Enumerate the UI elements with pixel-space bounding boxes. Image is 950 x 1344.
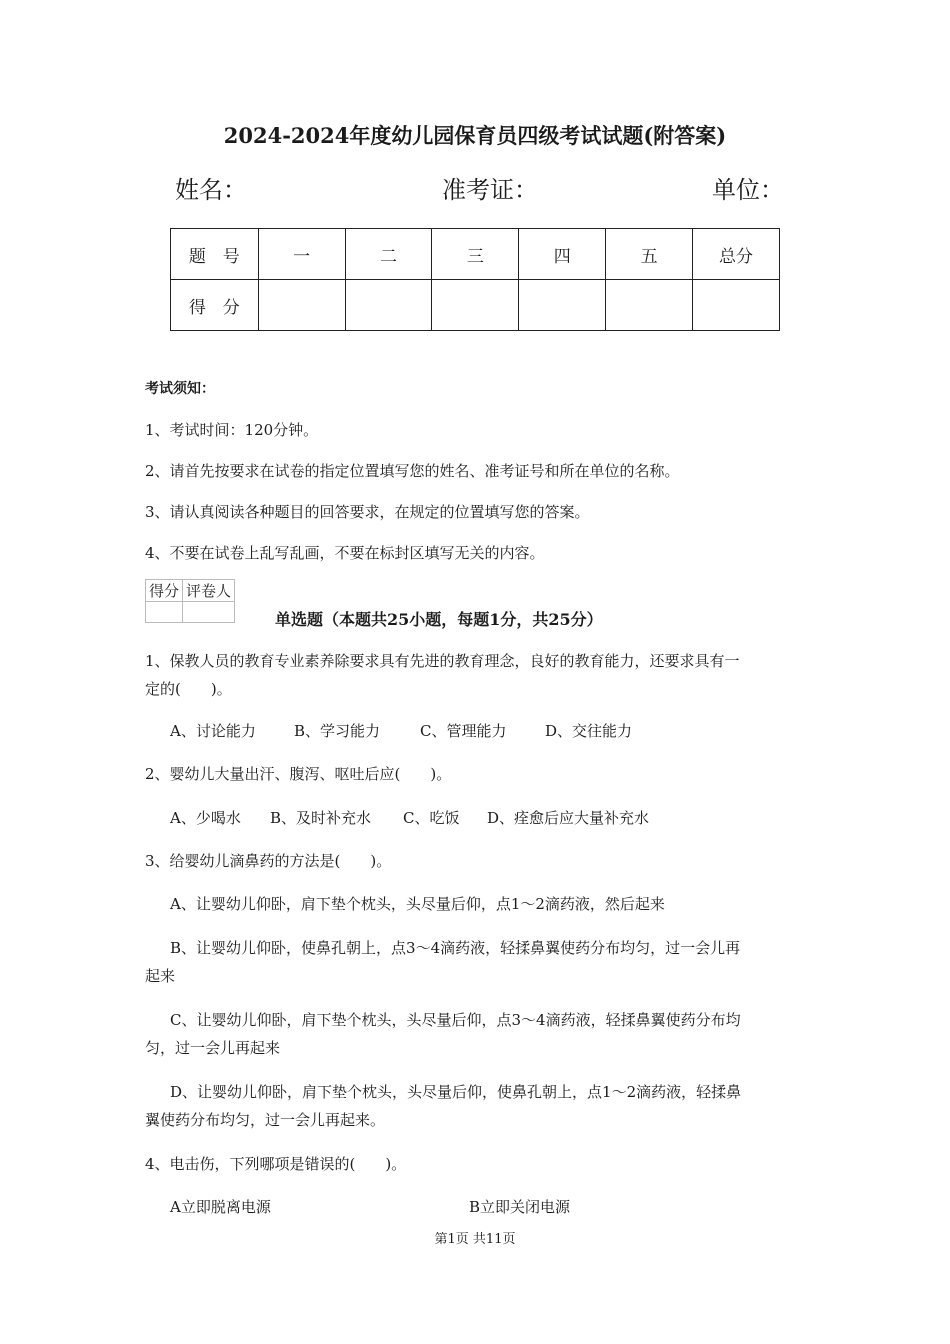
- score-header-cell: 五: [606, 229, 693, 280]
- grader-reviewer-label: 评卷人: [183, 580, 235, 602]
- unit-field-label: 单位：: [712, 176, 784, 204]
- score-cell[interactable]: [519, 280, 606, 331]
- notice-item: 4、不要在试卷上乱写乱画，不要在标封区填写无关的内容。: [145, 544, 545, 562]
- question-4-option-b[interactable]: B立即关闭电源: [469, 1198, 571, 1216]
- grader-box: [145, 579, 235, 623]
- question-1-text: 1、保教人员的教育专业素养除要求具有先进的教育理念，良好的教育能力，还要求具有一: [145, 652, 740, 670]
- page-footer: 第1页 共11页: [434, 1232, 516, 1247]
- score-cell[interactable]: [432, 280, 519, 331]
- question-3-option-d[interactable]: D、让婴幼儿仰卧，肩下垫个枕头，头尽量后仰，使鼻孔朝上，点1～2滴药液，轻揉鼻: [170, 1083, 742, 1101]
- name-field-label: 姓名：: [175, 176, 247, 204]
- score-cell[interactable]: [345, 280, 432, 331]
- question-1-option-b[interactable]: B、学习能力: [294, 722, 381, 740]
- section-heading: 单选题（本题共25小题，每题1分，共25分）: [275, 610, 603, 629]
- notice-item: 3、请认真阅读各种题目的回答要求，在规定的位置填写您的答案。: [145, 503, 590, 521]
- score-header-cell: 四: [519, 229, 606, 280]
- question-3-option-c-cont: 匀，过一会儿再起来: [145, 1039, 281, 1057]
- document-title: 2024-2024年度幼儿园保育员四级考试试题(附答案): [223, 123, 727, 148]
- question-1-option-d[interactable]: D、交往能力: [545, 722, 633, 740]
- score-cell[interactable]: [693, 280, 780, 331]
- grader-score-label: 得分: [146, 580, 183, 602]
- exam-id-field-label: 准考证：: [442, 176, 538, 204]
- grader-score-cell[interactable]: [146, 602, 183, 623]
- score-header-cell: 二: [345, 229, 432, 280]
- score-table-score-row: [171, 280, 780, 331]
- score-row-label: 得 分: [171, 280, 259, 331]
- question-4-text: 4、电击伤，下列哪项是错误的( )。: [145, 1155, 407, 1173]
- notice-heading: 考试须知：: [145, 381, 215, 397]
- question-3-option-a[interactable]: A、让婴幼儿仰卧，肩下垫个枕头，头尽量后仰，点1～2滴药液，然后起来: [170, 895, 665, 913]
- score-header-cell: 三: [432, 229, 519, 280]
- question-3-option-c[interactable]: C、让婴幼儿仰卧，肩下垫个枕头，头尽量后仰，点3～4滴药液，轻揉鼻翼使药分布均: [170, 1011, 741, 1029]
- question-2-option-a[interactable]: A、少喝水: [170, 809, 241, 827]
- question-2-text: 2、婴幼儿大量出汗、腹泻、呕吐后应( )。: [145, 765, 452, 783]
- question-1-option-c[interactable]: C、管理能力: [420, 722, 507, 740]
- question-1-option-a[interactable]: A、讨论能力: [170, 722, 256, 740]
- notice-item: 2、请首先按要求在试卷的指定位置填写您的姓名、准考证号和所在单位的名称。: [145, 462, 680, 480]
- question-3-option-d-cont: 翼使药分布均匀，过一会儿再起来。: [145, 1111, 386, 1129]
- question-4-option-a[interactable]: A立即脱离电源: [170, 1198, 271, 1216]
- question-2-option-b[interactable]: B、及时补充水: [270, 809, 372, 827]
- grader-reviewer-cell[interactable]: [183, 602, 235, 623]
- notice-item: 1、考试时间：120分钟。: [145, 421, 319, 439]
- question-2-option-c[interactable]: C、吃饭: [403, 809, 460, 827]
- score-header-cell: 题 号: [171, 229, 259, 280]
- score-header-cell: 总分: [693, 229, 780, 280]
- score-table: [170, 228, 780, 331]
- question-3-text: 3、给婴幼儿滴鼻药的方法是( )。: [145, 852, 392, 870]
- question-1-text-cont: 定的( )。: [145, 680, 232, 698]
- question-3-option-b[interactable]: B、让婴幼儿仰卧，使鼻孔朝上，点3～4滴药液，轻揉鼻翼使药分布均匀，过一会儿再: [170, 939, 741, 957]
- score-cell[interactable]: [606, 280, 693, 331]
- question-3-option-b-cont: 起来: [145, 967, 176, 985]
- score-cell[interactable]: [258, 280, 345, 331]
- question-2-option-d[interactable]: D、痊愈后应大量补充水: [487, 809, 650, 827]
- score-table-header-row: [171, 229, 780, 280]
- score-header-cell: 一: [258, 229, 345, 280]
